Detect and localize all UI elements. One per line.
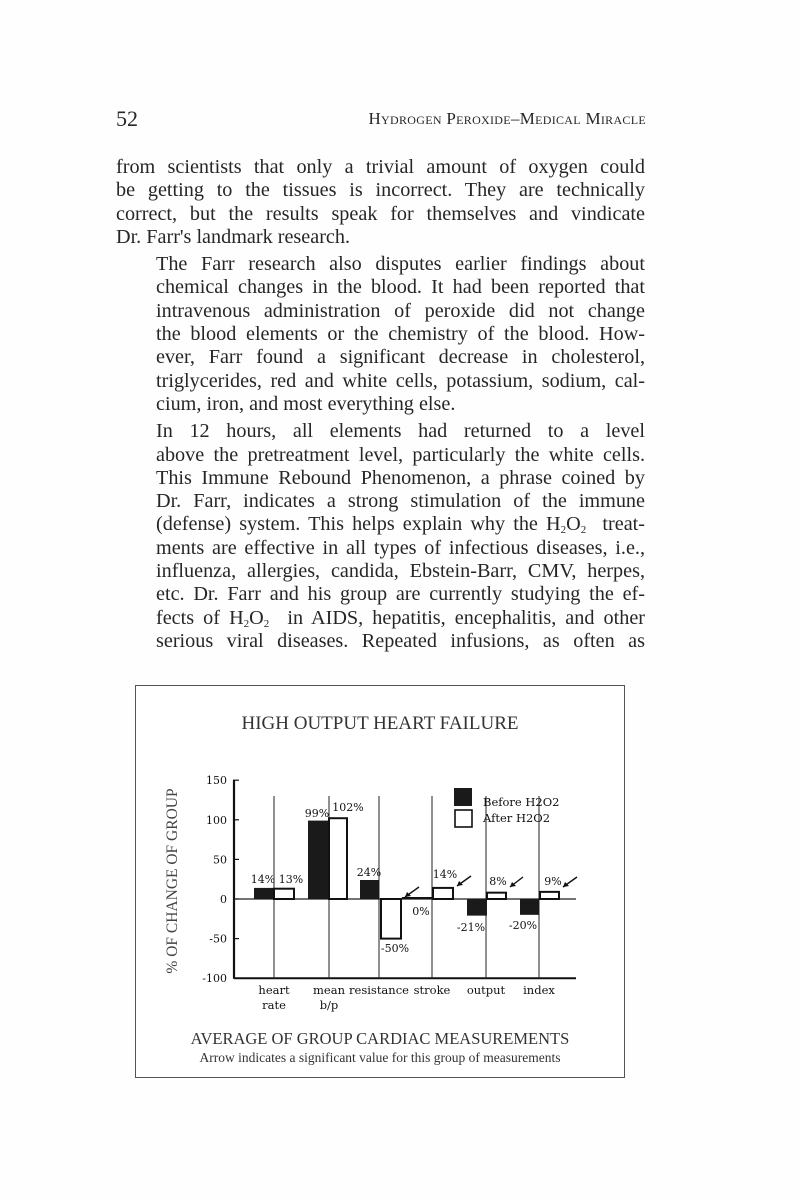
bar-after xyxy=(274,889,294,899)
bar-value-label: 14% xyxy=(250,873,276,886)
chart-note: Arrow indicates a significant value for this group of measurements xyxy=(199,1050,561,1065)
page-number: 52 xyxy=(116,106,138,131)
text-line: be getting to the tissues is incorrect. They are technically xyxy=(116,179,645,202)
bar-after xyxy=(540,892,559,899)
bar-value-label: 99% xyxy=(304,807,330,820)
bar-chart xyxy=(136,686,626,1026)
text-line: etc. Dr. Farr and his group are currently studying the ef- xyxy=(156,583,645,606)
chart-caption: AVERAGE OF GROUP CARDIAC MEASUREMENTS xyxy=(190,1029,570,1048)
bar-before xyxy=(254,888,274,899)
text-line: correct, but the results speak for themselves and vindicate xyxy=(116,202,645,225)
bar-before xyxy=(520,899,539,915)
y-tick-label: 150 xyxy=(206,774,227,788)
x-category-label: stroke xyxy=(413,983,451,997)
y-axis-label: % OF CHANGE OF GROUP xyxy=(164,788,181,974)
text-line: Dr. Farr, indicates a strong stimulation of the immune xyxy=(156,490,645,513)
text-line: the blood elements or the chemistry of the blood. How- xyxy=(156,323,645,346)
legend-label-before: Before H2O2 xyxy=(483,795,560,809)
y-tick-label: 50 xyxy=(213,853,227,867)
legend-label-after: After H2O2 xyxy=(483,811,551,825)
x-category-label: output xyxy=(466,983,506,997)
x-category-label: b/p xyxy=(319,998,339,1012)
text-line: cium, iron, and most everything else. xyxy=(156,392,456,415)
text-line: triglycerides, red and white cells, potassium, sodium, cal- xyxy=(156,369,645,392)
y-tick-label: 0 xyxy=(220,893,227,906)
text-line: In 12 hours, all elements had returned to a level xyxy=(156,420,645,443)
text-line: Dr. Farr's landmark research. xyxy=(116,225,351,248)
bar-before xyxy=(467,899,487,916)
body-text xyxy=(116,156,645,653)
text-line: ever, Farr found a significant decrease in cholesterol, xyxy=(156,346,645,369)
x-category-label: resistance xyxy=(349,983,409,997)
text-line: serious viral diseases. Repeated infusions, as often as xyxy=(156,629,645,652)
paragraph-3 xyxy=(116,420,645,653)
bar-value-label: 13% xyxy=(278,873,304,886)
text-line: ments are effective in all types of infectious diseases, i.e., xyxy=(156,536,645,559)
bar-after xyxy=(329,818,347,899)
bar-value-label: 102% xyxy=(332,801,364,814)
figure-box xyxy=(135,685,625,1078)
page-header xyxy=(116,106,646,136)
legend-swatch-before xyxy=(454,788,472,806)
text-line: chemical changes in the blood. It had been reported that xyxy=(156,276,645,299)
text-line: influenza, allergies, candida, Ebstein-Barr, CMV, herpes, xyxy=(156,560,645,583)
x-category-label: heart xyxy=(258,983,290,997)
bar-value-label: -21% xyxy=(456,921,486,934)
text-line: (defense) system. This helps explain why the $H_2O_2$ treat- xyxy=(156,513,646,537)
bar-value-label: -20% xyxy=(508,919,538,932)
bar-value-label: -50% xyxy=(380,942,410,955)
text-line: fects of $H_2O_2$ in AIDS, hepatitis, encephalitis, and other xyxy=(156,606,645,630)
y-tick-label: -100 xyxy=(202,972,227,986)
text-line: from scientists that only a trivial amount of oxygen could xyxy=(116,156,645,178)
bar-value-label: 9% xyxy=(544,875,562,888)
bar-value-label: 0% xyxy=(412,905,430,918)
text-line: above the pretreatment level, particularly the white cells. xyxy=(156,443,645,466)
text-line: The Farr research also disputes earlier findings about xyxy=(156,253,645,276)
bar-after xyxy=(487,893,506,899)
bar-value-label: 8% xyxy=(489,875,507,888)
bar-after xyxy=(433,888,453,899)
paragraph-1 xyxy=(116,156,645,249)
bar-value-label: 14% xyxy=(432,868,458,881)
bar-after xyxy=(381,899,401,939)
bar-before xyxy=(360,880,379,899)
bar-before xyxy=(308,821,329,899)
text-line: intravenous administration of peroxide did not change xyxy=(156,299,645,322)
y-tick-label: -50 xyxy=(209,932,227,946)
x-category-label: rate xyxy=(262,998,286,1012)
x-category-label: mean xyxy=(313,983,345,997)
text-line: This Immune Rebound Phenomenon, a phrase coined by xyxy=(156,466,645,489)
x-category-label: index xyxy=(523,983,555,997)
chart-title: HIGH OUTPUT HEART FAILURE xyxy=(241,713,519,734)
legend-swatch-after xyxy=(455,810,472,827)
running-title: Hydrogen Peroxide–Medical Miracle xyxy=(368,109,646,128)
y-tick-label: 100 xyxy=(206,813,227,827)
paragraph-2 xyxy=(116,253,645,416)
bar-value-label: 24% xyxy=(356,866,382,879)
